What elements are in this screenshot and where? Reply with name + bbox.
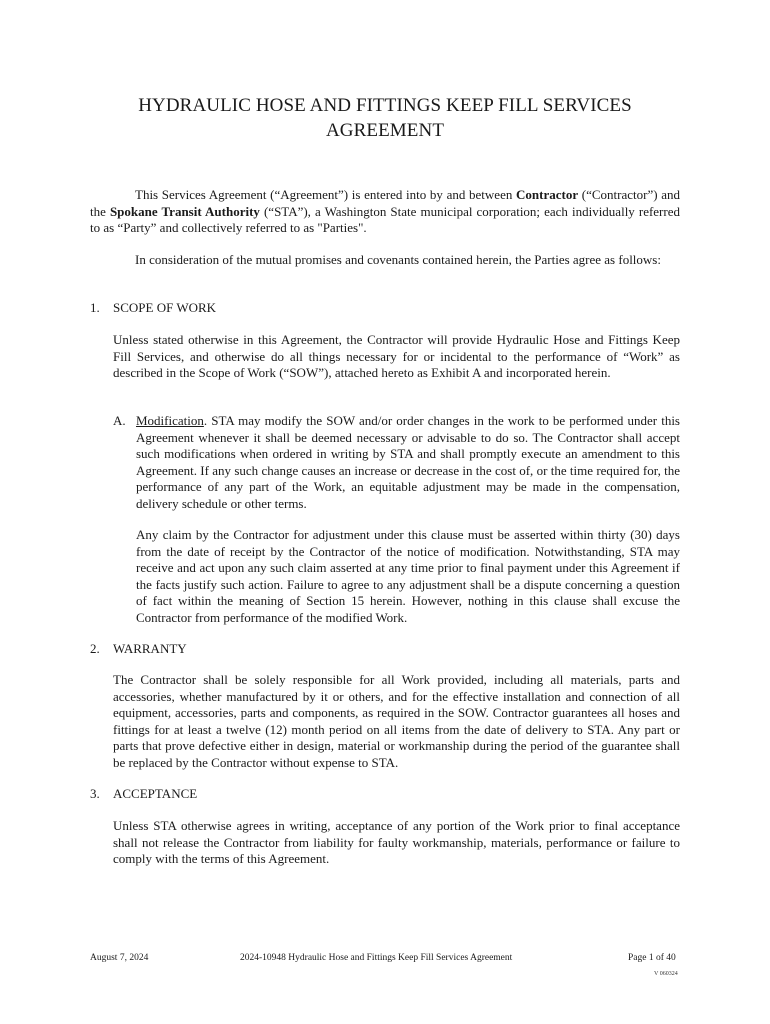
section-3-body: Unless STA otherwise agrees in writing, acceptance of any portion of the Work prior to final acceptance shall not release the Contractor from liability for faulty workmanship, materials, performance or failure to comply with the terms of this Agreement.: [113, 818, 680, 866]
intro-text-c: (“STA”), a Washington State municipal corporation; each individually referred to as “Party” and collectively referred to as "Parties".: [90, 203, 680, 235]
subsection-a-label: A.: [113, 413, 126, 428]
section-1-body: Unless stated otherwise in this Agreement, the Contractor will provide Hydraulic Hose and Fittings Keep Fill Services, and otherwise do all things necessary for or incidental to the performance of “Work” as described in the Scope of Work (“SOW”), attached hereto as Exhibit A and incorporated herein.: [113, 332, 680, 380]
subsection-a-paragraph-1: [136, 413, 680, 512]
footer-version: V 060324: [654, 971, 678, 977]
section-3-heading: [90, 786, 680, 803]
document-title: [90, 93, 680, 143]
intro-sta-bold: Spokane Transit Authority: [109, 203, 260, 219]
subsection-a-text: . STA may modify the SOW and/or order changes in the work to be performed under this Agreement whenever it shall be deemed necessary or advisable to do so. The Contractor shall accept such modifications when ordered in writing by STA and shall promptly execute an amendment to this Agreement. If any such change causes an increase or decrease in the cost of, or the time required for, the performance of any part of the Work, an equitable adjustment may be made in the compensation, delivery schedule or other terms.: [136, 413, 680, 511]
intro-contractor-bold: Contractor: [516, 187, 579, 202]
title-line-1: HYDRAULIC HOSE AND FITTINGS KEEP FILL SERVICES: [138, 95, 632, 116]
section-2-body: The Contractor shall be solely responsible for all Work provided, including all materials, parts and accessories, whether manufactured by it or others, and for the effective installation and connection of all equipment, accessories, parts and components, as required in the SOW. Contractor guarantees all hoses and fittings for at least a twelve (12) month period on all items from the date of delivery to STA. Any part or parts that prove defective either in design, material or workmanship during the period of the guarantee shall be replaced by the Contractor without expense to STA.: [113, 672, 680, 770]
section-3-title: ACCEPTANCE: [113, 786, 198, 801]
intro-text-b: (“Contractor”) and the: [90, 187, 680, 219]
section-3-number: 3.: [90, 786, 100, 801]
intro-text-a: This Services Agreement (“Agreement”) is entered into by and between: [135, 187, 517, 202]
section-1-heading: [90, 300, 680, 317]
footer-page-number: Page 1 of 40: [628, 953, 676, 963]
section-1-number: 1.: [90, 300, 100, 315]
section-2-number: 2.: [90, 641, 100, 656]
subsection-a-paragraph-2: Any claim by the Contractor for adjustment under this clause must be asserted within thirty (30) days from the date of receipt by the Contractor of the notice of modification. Notwithstanding, STA may receive and act upon any such claim asserted at any time prior to final payment under this Agreement if the facts justify such action. Failure to agree to any adjustment shall be a dispute concerning a question of fact within the meaning of Section 15 herein. However, nothing in this clause shall excuse the Contractor from performance of the modified Work.: [136, 527, 680, 625]
subsection-a-title: Modification: [136, 413, 204, 428]
consideration-paragraph: In consideration of the mutual promises and covenants contained herein, the Parties agree as follows:: [135, 252, 661, 267]
section-2-heading: [90, 641, 680, 658]
section-1-title: SCOPE OF WORK: [113, 300, 217, 315]
section-2-title: WARRANTY: [113, 641, 187, 656]
footer-date: August 7, 2024: [90, 953, 149, 963]
title-line-2: AGREEMENT: [325, 120, 445, 141]
footer-document-name: 2024-10948 Hydraulic Hose and Fittings Keep Fill Services Agreement: [240, 953, 513, 963]
intro-paragraph: [90, 187, 680, 237]
